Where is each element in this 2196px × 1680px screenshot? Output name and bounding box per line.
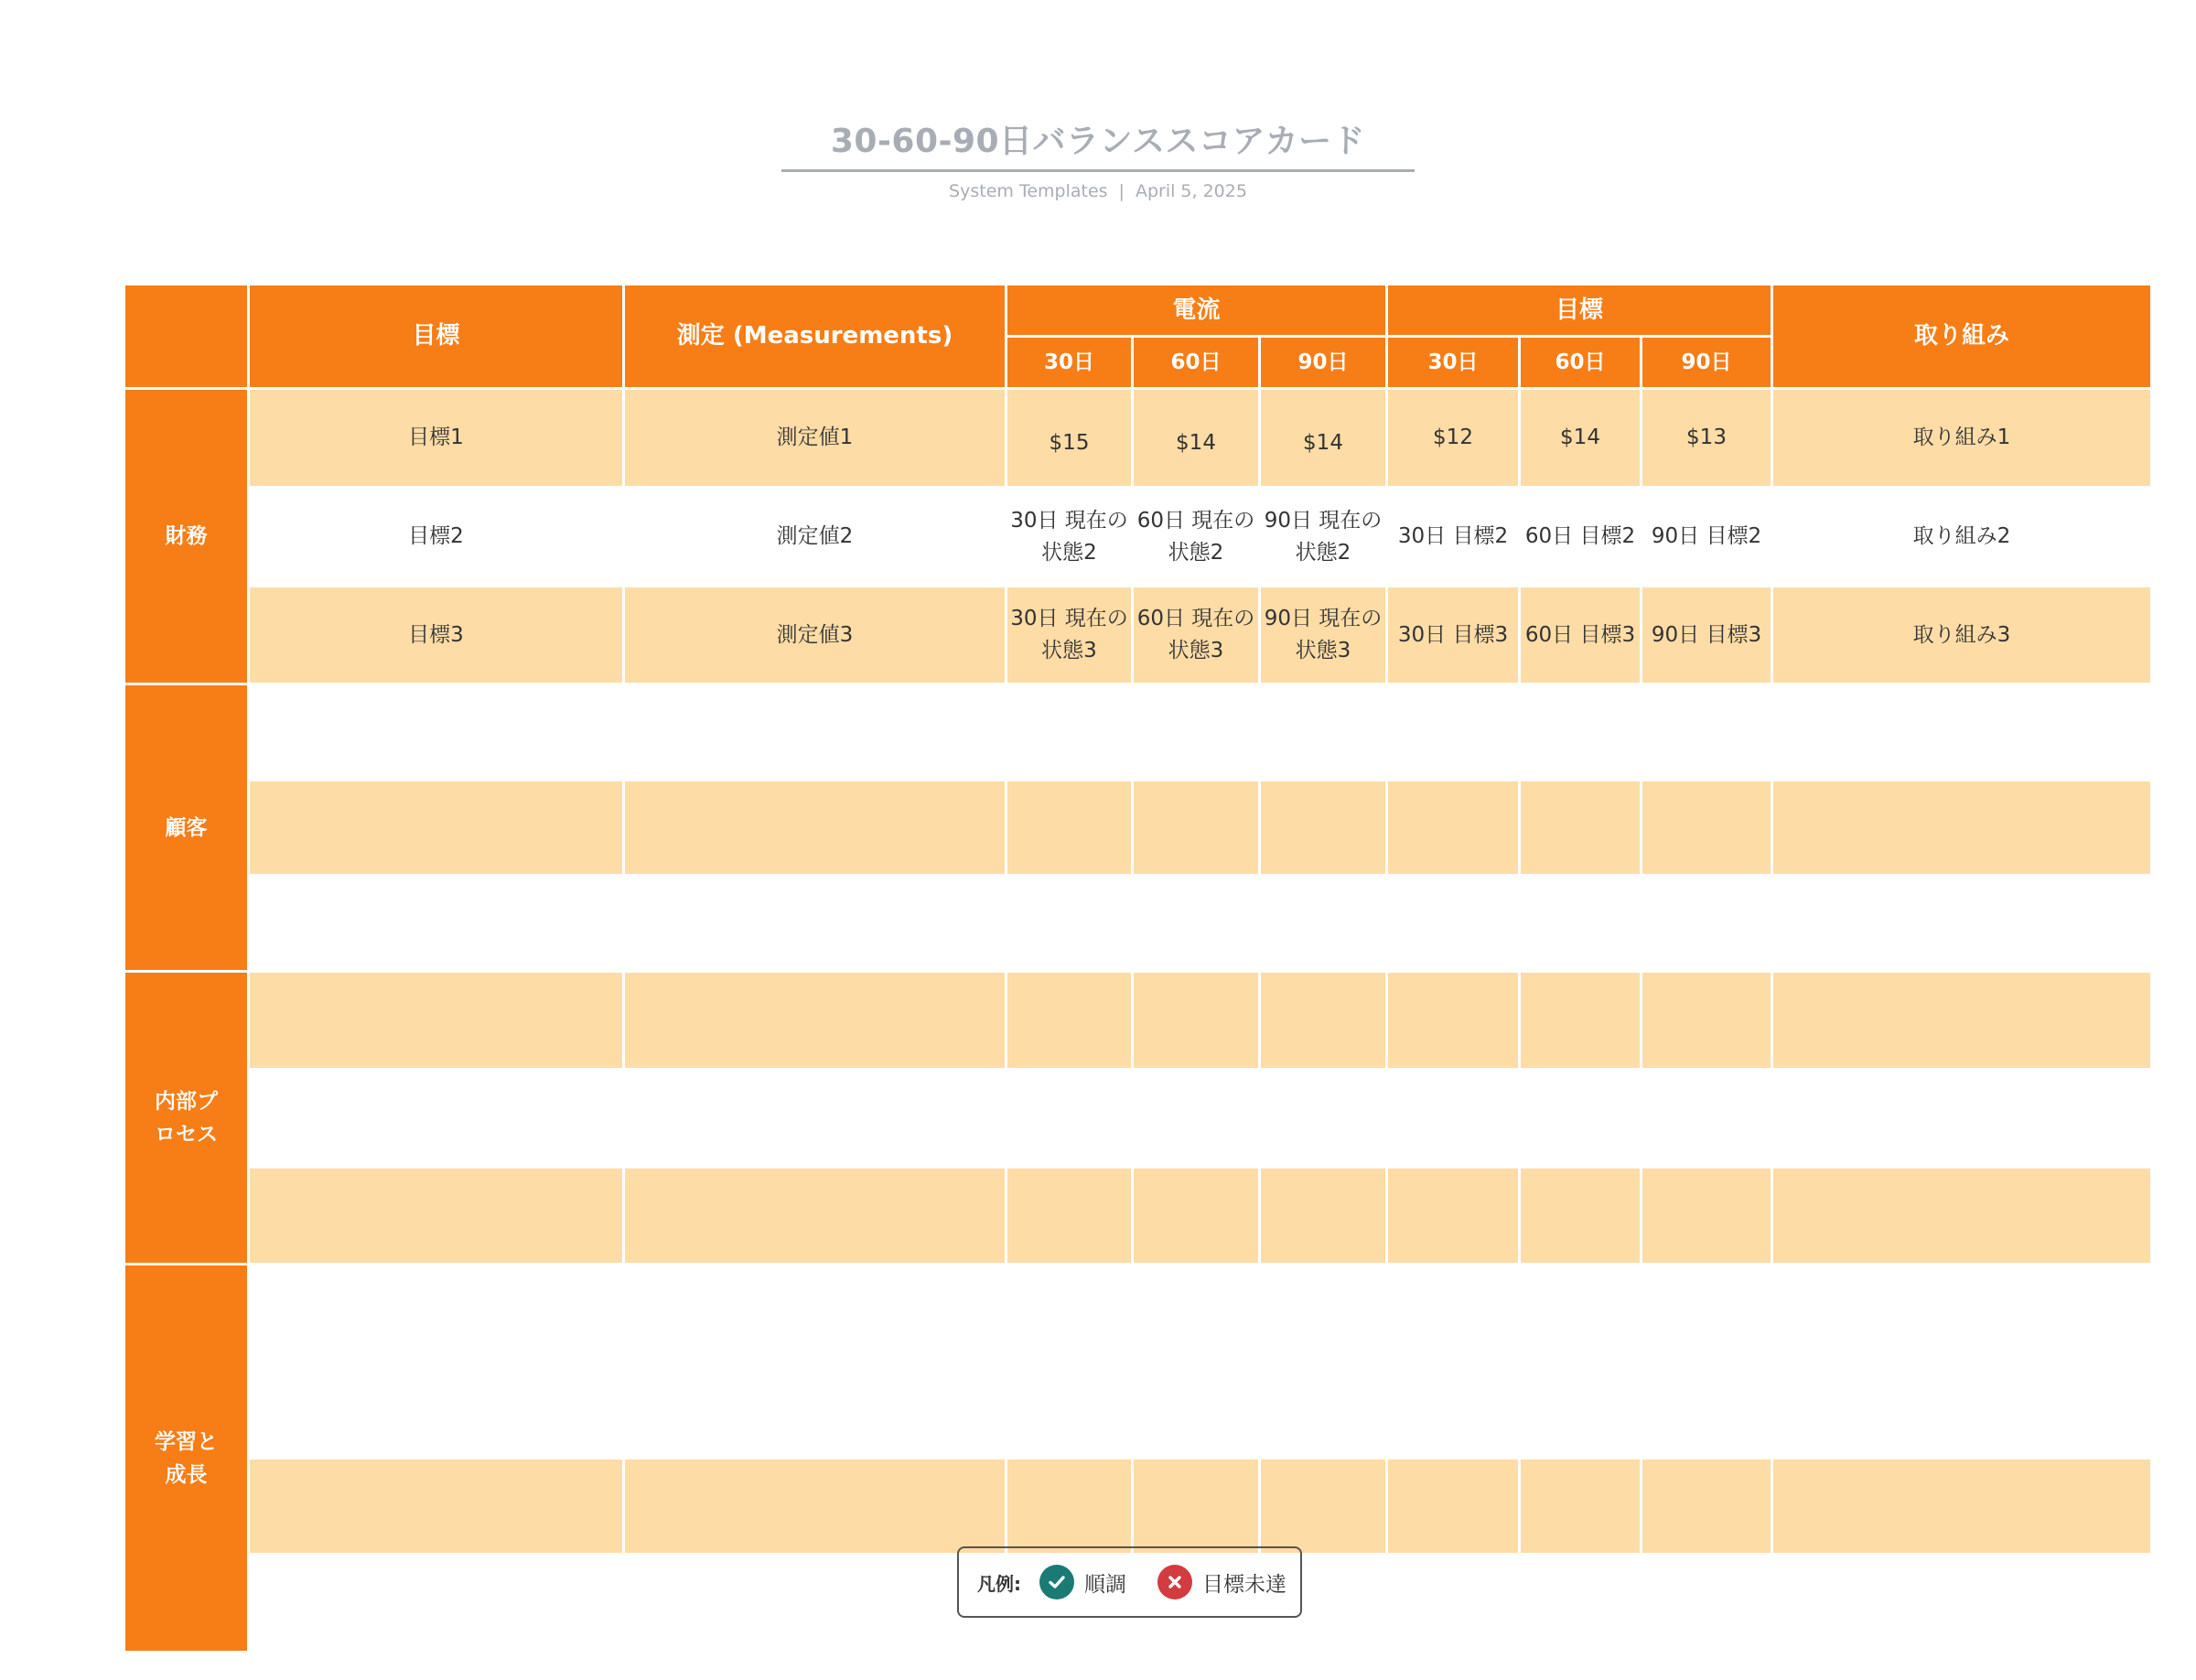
- page-header: [0, 115, 2196, 201]
- table-cell-target-90: $13: [1642, 390, 1771, 486]
- table-cell-empty: [1521, 973, 1640, 1068]
- table-cell-empty: [625, 973, 1005, 1068]
- table-cell-empty: [1773, 1168, 2150, 1263]
- table-cell-current-60: 60日 現在の状態2: [1134, 489, 1258, 585]
- header-initiative: 取り組み: [1773, 285, 2150, 387]
- table-cell-target-30: $12: [1388, 390, 1518, 486]
- table-cell-empty: [1134, 781, 1258, 874]
- table-cell-goal: 目標2: [250, 489, 622, 585]
- table-cell-current-60: 60日 現在の状態3: [1134, 587, 1258, 683]
- header-goal: 目標: [250, 285, 622, 387]
- table-row-empty: [250, 685, 2150, 779]
- category-customer: 顧客: [125, 685, 247, 970]
- table-cell-empty: [1134, 973, 1258, 1068]
- table-row-empty: [250, 1362, 2150, 1457]
- table-cell-measurement: 測定値3: [625, 587, 1005, 683]
- table-cell-empty: [1773, 973, 2150, 1068]
- header-current-30: 30日: [1007, 338, 1131, 387]
- table-cell-empty: [1388, 781, 1518, 874]
- header-measurement: 測定 (Measurements): [625, 285, 1005, 387]
- table-cell-empty: [250, 973, 622, 1068]
- table-cell-empty: [1642, 1168, 1771, 1263]
- subtitle-source: System Templates: [949, 181, 1108, 201]
- x-icon: [1157, 1565, 1192, 1599]
- table-cell-target-30: 30日 目標3: [1388, 587, 1518, 683]
- table-cell-empty: [250, 781, 622, 874]
- category-learning-growth: 学習と成長: [125, 1265, 247, 1651]
- table-cell-target-90: 90日 目標2: [1642, 489, 1771, 585]
- header-target-60: 60日: [1521, 338, 1640, 387]
- legend-label-missed: 目標未達: [1202, 1572, 1286, 1597]
- table-cell-empty: [1642, 1459, 1771, 1553]
- legend-item-on-track: [1039, 1565, 1126, 1599]
- table-row-empty: [250, 1071, 2150, 1166]
- page-subtitle: [0, 181, 2196, 201]
- table-cell-empty: [1261, 1168, 1385, 1263]
- scorecard-table: [125, 285, 2150, 1651]
- table-cell-empty: [1261, 781, 1385, 874]
- table-cell-empty: [250, 1168, 622, 1263]
- table-cell-measurement: 測定値1: [625, 390, 1005, 486]
- table-cell-target-30: 30日 目標2: [1388, 489, 1518, 585]
- table-cell-goal: 目標1: [250, 390, 622, 486]
- page-title: 30-60-90日バランススコアカード: [781, 115, 1415, 172]
- header-current-group: 電流: [1007, 285, 1385, 335]
- table-cell-empty: [1388, 973, 1518, 1068]
- table-row-empty: [250, 1265, 2150, 1359]
- table-cell-empty: [1007, 781, 1131, 874]
- check-icon: [1039, 1565, 1074, 1599]
- table-cell-empty: [1521, 781, 1640, 874]
- table-cell-current-90: 90日 現在の状態2: [1261, 489, 1385, 585]
- table-cell-empty: [625, 781, 1005, 874]
- header-corner: [125, 285, 247, 387]
- table-cell-target-60: 60日 目標3: [1521, 587, 1640, 683]
- legend: [957, 1546, 1302, 1618]
- table-cell-empty: [1388, 1459, 1518, 1553]
- table-cell-current-90: $14: [1261, 390, 1385, 486]
- category-internal-process: 内部プロセス: [125, 973, 247, 1263]
- table-cell-current-30: 30日 現在の状態3: [1007, 587, 1131, 683]
- table-cell-target-90: 90日 目標3: [1642, 587, 1771, 683]
- table-cell-goal: 目標3: [250, 587, 622, 683]
- table-cell-empty: [625, 1168, 1005, 1263]
- header-target-90: 90日: [1642, 338, 1771, 387]
- header-current-90: 90日: [1261, 338, 1385, 387]
- table-cell-target-60: $14: [1521, 390, 1640, 486]
- table-row-empty: [250, 877, 2150, 970]
- table-cell-empty: [625, 1459, 1005, 1553]
- header-target-30: 30日: [1388, 338, 1518, 387]
- table-cell-empty: [1521, 1459, 1640, 1553]
- category-finance: 財務: [125, 390, 247, 683]
- table-cell-initiative: 取り組み1: [1773, 390, 2150, 486]
- table-cell-empty: [1642, 973, 1771, 1068]
- table-cell-current-60: $14: [1134, 390, 1258, 486]
- legend-item-missed: [1157, 1565, 1286, 1599]
- table-cell-empty: [1007, 1168, 1131, 1263]
- table-cell-empty: [1007, 1459, 1131, 1553]
- header-current-60: 60日: [1134, 338, 1258, 387]
- table-cell-empty: [1773, 781, 2150, 874]
- table-cell-empty: [1261, 1459, 1385, 1553]
- table-cell-empty: [1642, 781, 1771, 874]
- table-cell-initiative: 取り組み3: [1773, 587, 2150, 683]
- table-cell-target-60: 60日 目標2: [1521, 489, 1640, 585]
- subtitle-separator: |: [1118, 181, 1125, 201]
- legend-label-on-track: 順調: [1084, 1572, 1126, 1597]
- table-cell-empty: [1388, 1168, 1518, 1263]
- table-cell-empty: [1521, 1168, 1640, 1263]
- table-cell-current-30: $15: [1007, 390, 1131, 486]
- table-cell-empty: [1007, 973, 1131, 1068]
- header-target-group: 目標: [1388, 285, 1771, 335]
- table-cell-empty: [1134, 1459, 1258, 1553]
- table-cell-empty: [1773, 1459, 2150, 1553]
- table-cell-empty: [1134, 1168, 1258, 1263]
- table-cell-empty: [250, 1459, 622, 1553]
- subtitle-date: April 5, 2025: [1135, 181, 1247, 201]
- table-cell-current-30: 30日 現在の状態2: [1007, 489, 1131, 585]
- table-cell-current-90: 90日 現在の状態3: [1261, 587, 1385, 683]
- table-cell-measurement: 測定値2: [625, 489, 1005, 585]
- table-cell-initiative: 取り組み2: [1773, 489, 2150, 585]
- legend-title: 凡例:: [977, 1572, 1021, 1595]
- table-cell-empty: [1261, 973, 1385, 1068]
